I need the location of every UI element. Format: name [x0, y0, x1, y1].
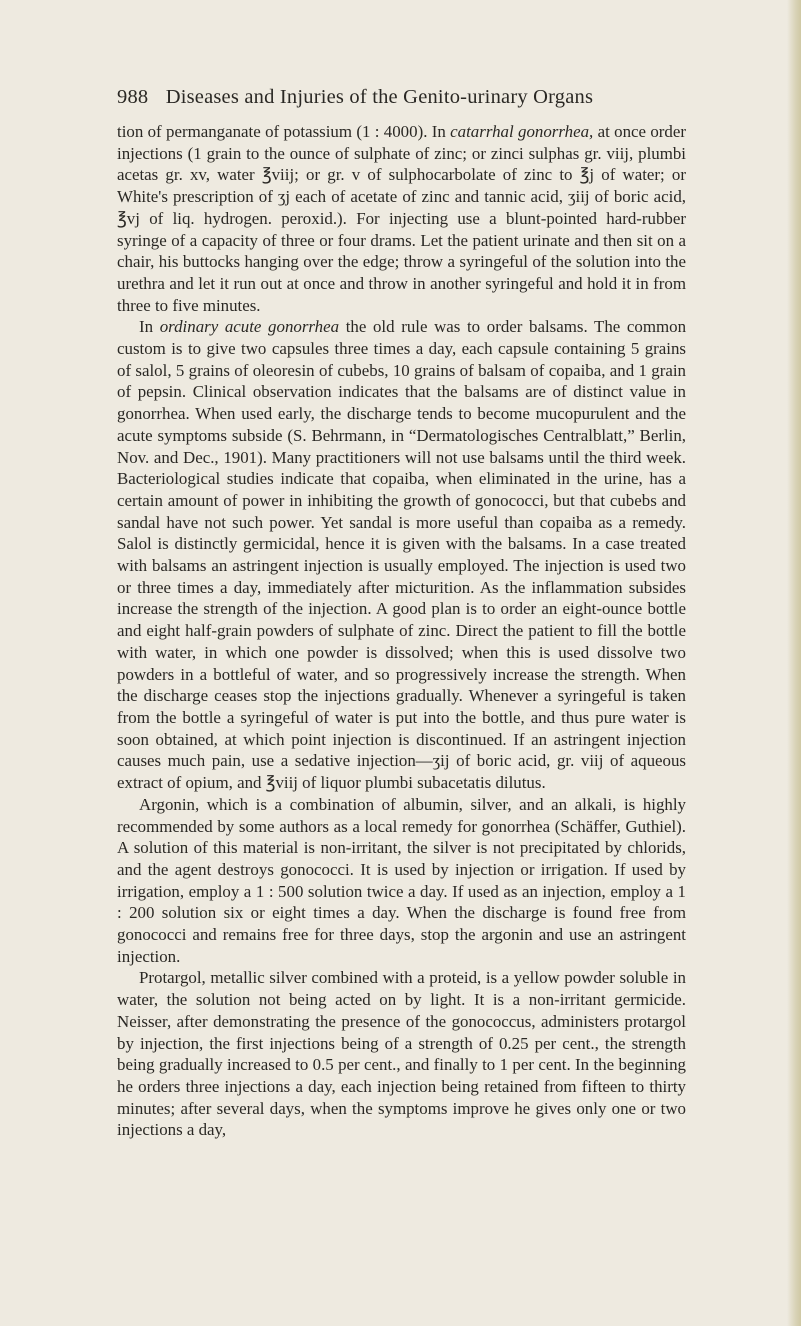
- page-edge-shadow: [787, 0, 801, 1326]
- text-run: Protargol, metallic silver combined with a proteid, is a yellow powder soluble in water, the solution not being acted on by light. It is a non-irritant germicide. Neisser, after demonstrating the presence of the gonococcus, administers protargol by injection, the first injections being of a strength of 0.25 per cent., the strength being gradually increased to 0.5 per cent., and finally to 1 per cent. In the beginning he orders three injections a day, each injection being retained from fifteen to thirty minutes; after several days, when the symptoms improve he gives only one or two injections a day,: [117, 968, 686, 1140]
- text-run: In: [139, 317, 160, 337]
- text-run: at once order injections (1 grain to the ounce of sulphate of zinc; or zinci sulphas gr. viij, plumbi acetas gr. xv, water ℥viij; or gr. v of sulphocarbolate of zinc to ℥j of water; or White's prescription of ʒj each of acetate of zinc and tannic acid, ʒiij of boric acid, ℥vj of liq. hydrogen. peroxid.). For injecting use a blunt-pointed hard-rubber syringe of a capacity of three or four drams. Let the patient urinate and then sit on a chair, his buttocks hanging over the edge; throw a syringeful of the solution into the urethra and let it run out at once and throw in another syringeful and hold it in from three to five minutes.: [117, 122, 686, 315]
- page-number: 988: [117, 86, 149, 108]
- text-run: Argonin, which is a combination of albumin, silver, and an alkali, is highly recommended by some authors as a local remedy for gonorrhea (Schäffer, Guthiel). A solution of this material is non-irritant, the silver is not precipitated by chlorids, and the agent destroys gonococci. It is used by injection or irrigation. If used by irrigation, employ a 1 : 500 solution twice a day. If used as an injection, employ a 1 : 200 solution six or eight times a day. When the discharge is found free from gonococci and remains free for three days, stop the argonin and use an astringent injection.: [117, 794, 686, 966]
- paragraph: [117, 967, 686, 1141]
- italic-term: ordinary acute gonorrhea: [159, 317, 340, 337]
- italic-term: catarrhal gonorrhea,: [450, 122, 594, 141]
- running-title: Diseases and Injuries of the Genito-urinary Organs: [165, 86, 594, 108]
- paragraph: [117, 316, 686, 793]
- paragraph: [117, 794, 686, 968]
- text-run: the old rule was to order balsams. The common custom is to give two capsules three times a day, each capsule containing 5 grains of salol, 5 grains of oleoresin of cubebs, 10 grains of balsam of copaiba, and 1 grain of pepsin. Clinical observation indicates that the balsams are of distinct value in gonorrhea. When used early, the discharge tends to become mucopurulent and the acute symptoms subside (S. Behrmann, in “Dermatologisches Centralblatt,” Berlin, Nov. and Dec., 1901). Many practitioners will not use balsams until the third week. Bacteriological studies indicate that copaiba, when eliminated in the urine, has a certain amount of power in inhibiting the growth of gonococci, but that cubebs and sandal have not such power. Yet sandal is more useful than copaiba as a remedy. Salol is distinctly germicidal, hence it is given with the balsams. In a case treated with balsams an astringent injection is usually employed. The injection is used two or three times a day, immediately after micturition. As the inflammation subsides increase the strength of the injection. A good plan is to order an eight-ounce bottle and eight half-grain powders of sulphate of zinc. Direct the patient to fill the bottle with water, in which one powder is dissolved; when this is used dissolve two powders in a bottleful of water, and so progressively increase the strength. When the discharge ceases stop the injections gradually. Whenever a syringeful is taken from the bottle a syringeful of water is put into the bottle, and thus pure water is soon obtained, at which point injection is discontinued. If an astringent injection causes much pain, use a sedative injection—ʒij of boric acid, gr. viij of aqueous extract of opium, and ℥viij of liquor plumbi subacetatis dilutus.: [117, 317, 687, 793]
- running-header: [117, 86, 677, 109]
- paragraph: [117, 121, 686, 316]
- text-run: tion of permanganate of potassium (1 : 4000). In: [117, 122, 451, 141]
- body-text: [117, 121, 686, 1141]
